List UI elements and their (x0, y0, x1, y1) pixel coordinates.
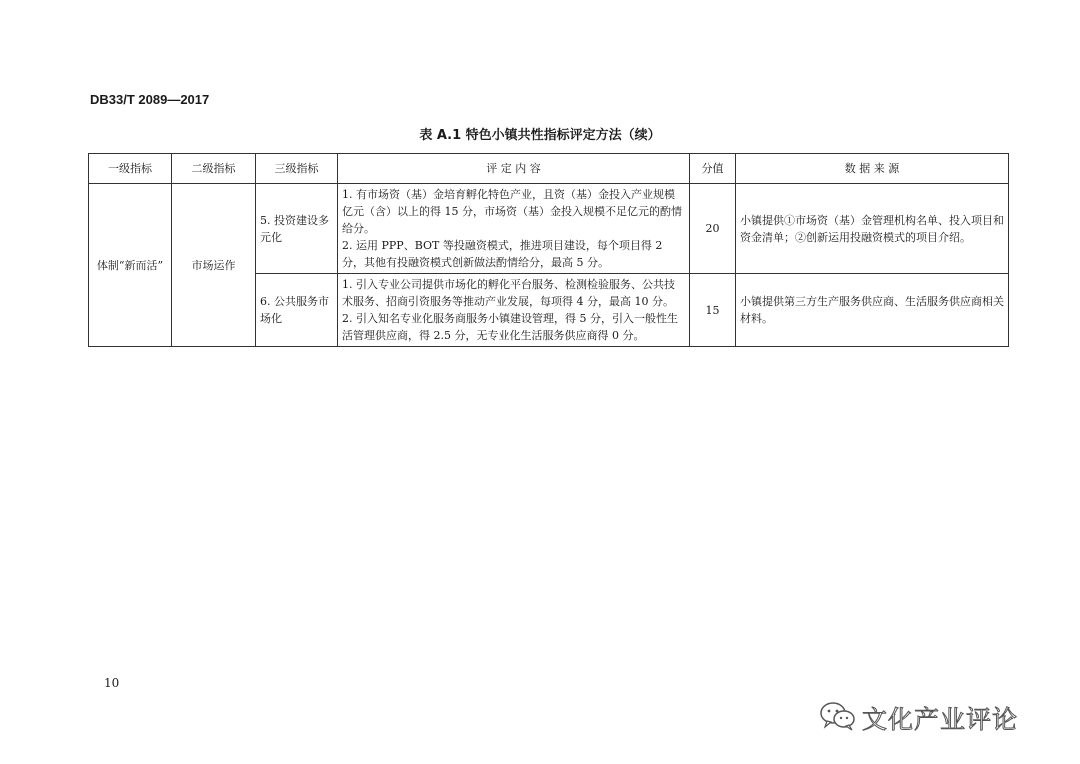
score-cell: 20 (690, 184, 736, 274)
evaluation-table (88, 153, 1009, 347)
table-header-row (89, 154, 1009, 184)
content-cell (338, 274, 690, 347)
column-header-score: 分值 (690, 154, 736, 184)
column-header-level1: 一级指标 (89, 154, 172, 184)
table-title: 表 A.1 特色小镇共性指标评定方法（续） (419, 128, 661, 143)
level3-cell: 6. 公共服务市场化 (256, 274, 338, 347)
source-cell: 小镇提供第三方生产服务供应商、生活服务供应商相关材料。 (736, 274, 1009, 347)
level1-cell: 体制“新而活” (89, 184, 172, 347)
table-row (89, 184, 1009, 274)
level3-cell: 5. 投资建设多元化 (256, 184, 338, 274)
source-cell: 小镇提供①市场资（基）金管理机构名单、投入项目和资金清单；②创新运用投融资模式的项目介绍。 (736, 184, 1009, 274)
content-cell (338, 184, 690, 274)
column-header-content: 评 定 内 容 (338, 154, 690, 184)
content-item: 2. 引入知名专业化服务商服务小镇建设管理，得 5 分，引入一般性生活管理供应商，得 2.5 分，无专业化生活服务供应商得 0 分。 (342, 312, 678, 342)
column-header-source: 数 据 来 源 (736, 154, 1009, 184)
column-header-level2: 二级指标 (172, 154, 256, 184)
content-item: 1. 引入专业公司提供市场化的孵化平台服务、检测检验服务、公共技术服务、招商引资服务等推动产业发展，每项得 4 分，最高 10 分。 (342, 278, 675, 308)
watermark-text: 文化产业评论 (862, 705, 1019, 734)
wechat-icon (818, 700, 858, 736)
page-number: 10 (104, 676, 120, 690)
watermark (818, 700, 1058, 736)
score-cell: 15 (690, 274, 736, 347)
level2-cell: 市场运作 (172, 184, 256, 347)
content-item: 2. 运用 PPP、BOT 等投融资模式，推进项目建设，每个项目得 2 分，其他有投融资模式创新做法酌情给分，最高 5 分。 (342, 239, 663, 269)
column-header-level3: 三级指标 (256, 154, 338, 184)
document-code: DB33/T 2089—2017 (90, 92, 210, 107)
content-item: 1. 有市场资（基）金培育孵化特色产业，且资（基）金投入产业规模亿元（含）以上的得 15 分，市场资（基）金投入规模不足亿元的酌情给分。 (342, 188, 682, 235)
